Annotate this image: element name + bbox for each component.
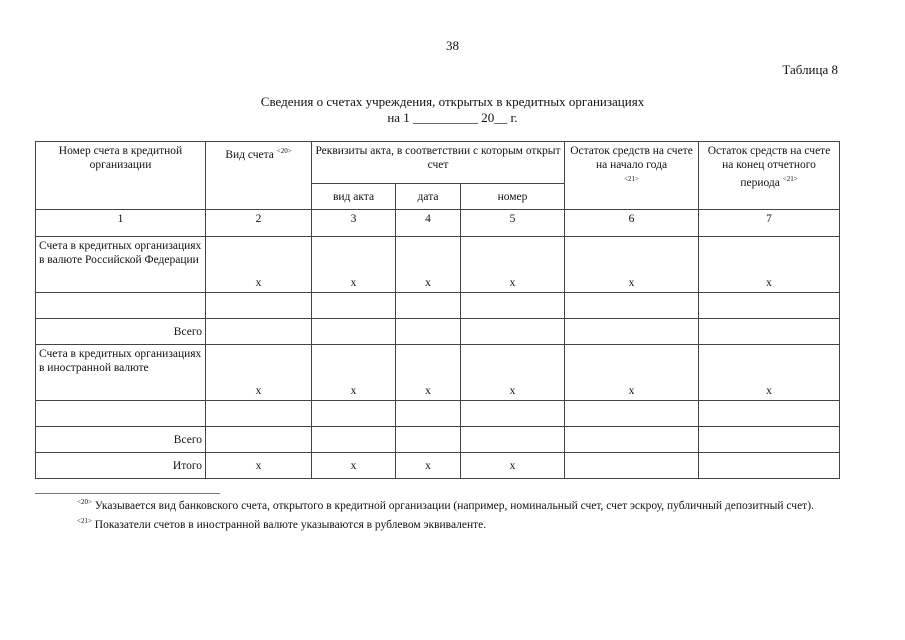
empty-cell (461, 293, 565, 319)
empty-cell (699, 453, 840, 479)
document-title (0, 94, 905, 126)
footnote-20-text: Указывается вид банковского счета, открытого в кредитной организации (например, номинальный счет, счет эскроу, публичный депозитный счет). (94, 499, 814, 512)
header-account-type: Вид счета $^{<20>}$ (206, 142, 312, 210)
empty-cell (461, 427, 565, 453)
empty-cell (36, 293, 206, 319)
empty-cell (565, 453, 699, 479)
table-row-total (36, 427, 840, 453)
empty-cell (312, 427, 396, 453)
empty-cell (461, 401, 565, 427)
empty-cell (206, 401, 312, 427)
table-label: Таблица 8 (782, 62, 838, 77)
table-row-grand-total (36, 453, 840, 479)
title-line-1: Сведения о счетах учреждения, открытых в кредитных организациях (260, 94, 645, 109)
footnote-21-text: Показатели счетов в иностранной валюте указываются в рублевом эквиваленте. (94, 518, 487, 531)
empty-cell (396, 319, 461, 345)
header-balance-start: Остаток средств на счете на начало года $^{<21>}$ (565, 142, 699, 210)
header-act-date: дата (396, 184, 461, 210)
x-mark: x (396, 453, 461, 479)
header-act-details: Реквизиты акта, в соответствии с которым открыт счет (312, 142, 565, 184)
table-row-total (36, 319, 840, 345)
page-number: 38 (446, 38, 459, 53)
x-mark: x (206, 345, 312, 401)
empty-cell (206, 427, 312, 453)
footnote-separator (35, 493, 220, 494)
empty-cell (461, 319, 565, 345)
empty-cell (396, 427, 461, 453)
column-number: 5 (461, 210, 565, 237)
x-mark: x (312, 345, 396, 401)
x-mark: x (396, 345, 461, 401)
row-label-foreign-accounts: Счета в кредитных организациях в иностранной валюте (36, 345, 206, 401)
x-mark: x (565, 345, 699, 401)
row-label-total: Всего (36, 427, 206, 453)
footnotes (35, 495, 839, 533)
column-number: 1 (36, 210, 206, 237)
empty-cell (396, 401, 461, 427)
empty-cell (565, 319, 699, 345)
empty-cell (206, 319, 312, 345)
x-mark: x (699, 345, 840, 401)
empty-cell (565, 427, 699, 453)
row-label-rub-accounts: Счета в кредитных организациях в валюте Российской Федерации (36, 237, 206, 293)
x-mark: x (206, 453, 312, 479)
x-mark: x (461, 453, 565, 479)
empty-cell (312, 293, 396, 319)
x-mark: x (312, 453, 396, 479)
table-row (36, 237, 840, 293)
empty-cell (565, 293, 699, 319)
title-line-2: на 1 __________ 20__ г. (387, 110, 518, 125)
footnote-ref-21: <21> (782, 175, 798, 183)
x-mark: x (312, 237, 396, 293)
x-mark: x (565, 237, 699, 293)
table-row (36, 345, 840, 401)
x-mark: x (461, 345, 565, 401)
x-mark: x (396, 237, 461, 293)
x-mark: x (461, 237, 565, 293)
header-act-number: номер (461, 184, 565, 210)
accounts-table (35, 141, 840, 479)
column-number: 2 (206, 210, 312, 237)
header-balance-end: Остаток средств на счете на конец отчетного периода $^{<21>}$ (699, 142, 840, 210)
x-mark: x (699, 237, 840, 293)
footnote-20 (35, 495, 839, 514)
empty-cell (396, 293, 461, 319)
footnote-marker-20: <20> (77, 498, 92, 506)
footnote-ref-20: <20> (276, 147, 292, 155)
empty-cell (312, 319, 396, 345)
empty-cell (699, 319, 840, 345)
empty-cell (699, 427, 840, 453)
x-mark: x (206, 237, 312, 293)
footnote-marker-21: <21> (77, 516, 92, 525)
table-row-empty (36, 401, 840, 427)
empty-cell (312, 401, 396, 427)
empty-cell (699, 401, 840, 427)
column-number: 3 (312, 210, 396, 237)
footnote-ref-21: <21> (624, 175, 639, 183)
footnote-21 (35, 514, 839, 533)
column-number: 6 (565, 210, 699, 237)
row-label-total: Всего (36, 319, 206, 345)
table-row-empty (36, 293, 840, 319)
header-account-number: Номер счета в кредитной организации (36, 142, 206, 210)
empty-cell (36, 401, 206, 427)
column-number: 7 (699, 210, 840, 237)
empty-cell (206, 293, 312, 319)
column-number: 4 (396, 210, 461, 237)
row-label-grand-total: Итого (36, 453, 206, 479)
empty-cell (565, 401, 699, 427)
empty-cell (699, 293, 840, 319)
header-act-type: вид акта (312, 184, 396, 210)
